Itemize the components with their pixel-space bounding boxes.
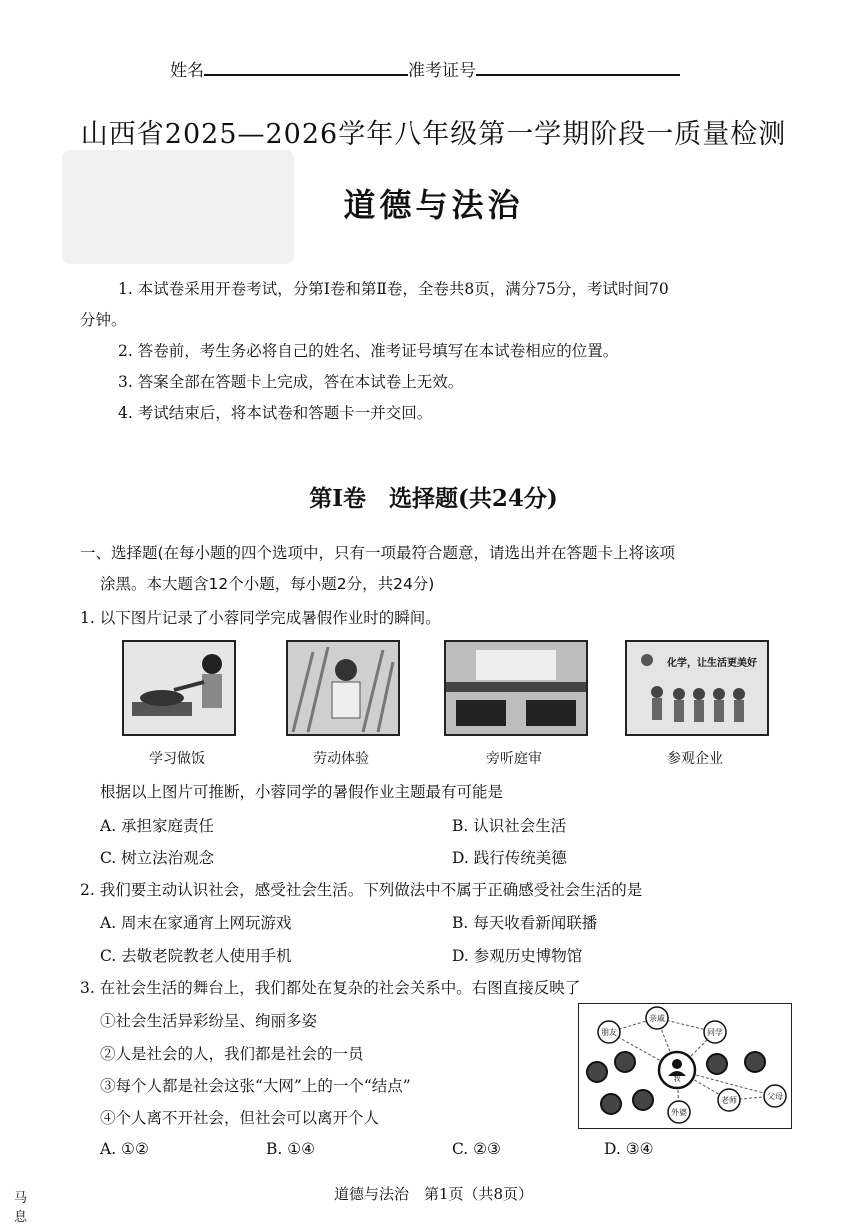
caption-enterprise: 参观企业 bbox=[667, 751, 723, 767]
edge-mark-1: 马 bbox=[14, 1191, 28, 1206]
q2-stem: 2. 我们要主动认识社会，感受社会生活。下列做法中不属于正确感受社会生活的是 bbox=[80, 881, 643, 899]
subject-title: 道德与法治 bbox=[343, 186, 524, 224]
section-intro bbox=[80, 538, 800, 600]
q3-option-b[interactable]: B. ①④ bbox=[266, 1140, 316, 1158]
q3-statement-3: ③每个人都是社会这张“大网”上的一个“结点” bbox=[100, 1077, 411, 1095]
node-classmate: 同学 bbox=[707, 1028, 723, 1037]
section-intro-line-2: 涂黑。本大题含12个小题，每小题2分，共24分) bbox=[100, 575, 435, 593]
q3-option-d[interactable]: D. ③④ bbox=[604, 1140, 654, 1158]
name-blank[interactable] bbox=[204, 58, 408, 76]
caption-labor: 劳动体验 bbox=[313, 751, 369, 767]
q2-option-c[interactable]: C. 去敬老院教老人使用手机 bbox=[100, 947, 292, 965]
page-footer: 道德与法治 第1页（共8页） bbox=[333, 1185, 534, 1203]
q1-option-c[interactable]: C. 树立法治观念 bbox=[100, 849, 215, 867]
note-4: 4. 考试结束后，将本试卷和答题卡一并交回。 bbox=[118, 404, 433, 422]
q1-prompt: 根据以上图片可推断，小蓉同学的暑假作业主题最有可能是 bbox=[100, 783, 504, 801]
candidate-info-row bbox=[170, 56, 680, 81]
node-parent: 父母 bbox=[767, 1092, 783, 1101]
q1-option-b[interactable]: B. 认识社会生活 bbox=[452, 817, 567, 835]
note-1-cont: 分钟。 bbox=[80, 311, 127, 329]
q2-option-d[interactable]: D. 参观历史博物馆 bbox=[452, 947, 583, 965]
q3-stem: 3. 在社会生活的舞台上，我们都处在复杂的社会关系中。右图直接反映了 bbox=[80, 979, 581, 997]
photo-labor bbox=[286, 640, 400, 736]
exam-id-blank[interactable] bbox=[476, 58, 680, 76]
q1-option-a[interactable]: A. 承担家庭责任 bbox=[100, 817, 215, 835]
note-3: 3. 答案全部在答题卡上完成，答在本试卷上无效。 bbox=[118, 373, 464, 391]
social-network-diagram bbox=[578, 1003, 792, 1129]
q3-option-a[interactable]: A. ①② bbox=[100, 1140, 149, 1158]
exam-id-label: 准考证号 bbox=[408, 61, 476, 81]
section-title: 第Ⅰ卷 选择题(共24分) bbox=[309, 485, 558, 512]
q2-option-b[interactable]: B. 每天收看新闻联播 bbox=[452, 914, 598, 932]
q3-option-c[interactable]: C. ②③ bbox=[452, 1140, 501, 1158]
note-2: 2. 答卷前，考生务必将自己的姓名、准考证号填写在本试卷相应的位置。 bbox=[118, 342, 619, 360]
section-intro-line-1: 一、选择题(在每小题的四个选项中，只有一项最符合题意，请选出并在答题卡上将该项 bbox=[80, 544, 676, 562]
edge-mark-2: 息 bbox=[14, 1210, 28, 1225]
exam-title: 山西省2025—2026学年八年级第一学期阶段一质量检测 bbox=[80, 119, 787, 150]
name-label: 姓名 bbox=[170, 61, 204, 81]
q3-statement-4: ④个人离不开社会，但社会可以离开个人 bbox=[100, 1109, 380, 1127]
photo-enterprise bbox=[625, 640, 769, 736]
node-relative: 亲戚 bbox=[649, 1014, 665, 1023]
q1-option-d[interactable]: D. 践行传统美德 bbox=[452, 849, 567, 867]
q3-statement-2: ②人是社会的人，我们都是社会的一员 bbox=[100, 1045, 364, 1063]
enterprise-sign: 化学，让生活更美好 bbox=[667, 658, 757, 669]
node-teacher: 老师 bbox=[721, 1096, 737, 1105]
node-outside: 外婆 bbox=[671, 1108, 687, 1117]
q1-stem: 1. 以下图片记录了小蓉同学完成暑假作业时的瞬间。 bbox=[80, 609, 441, 627]
photo-cooking bbox=[122, 640, 236, 736]
q3-statement-1: ①社会生活异彩纷呈、绚丽多姿 bbox=[100, 1012, 318, 1030]
node-friend: 朋友 bbox=[601, 1028, 617, 1037]
node-me: 我 bbox=[673, 1075, 681, 1083]
note-1: 1. 本试卷采用开卷考试，分第Ⅰ卷和第Ⅱ卷，全卷共8页，满分75分，考试时间70 bbox=[118, 280, 669, 298]
caption-courtroom: 旁听庭审 bbox=[486, 751, 542, 767]
photo-courtroom bbox=[444, 640, 588, 736]
exam-notes bbox=[80, 274, 800, 429]
caption-cooking: 学习做饭 bbox=[149, 751, 205, 767]
q2-option-a[interactable]: A. 周末在家通宵上网玩游戏 bbox=[100, 914, 292, 932]
